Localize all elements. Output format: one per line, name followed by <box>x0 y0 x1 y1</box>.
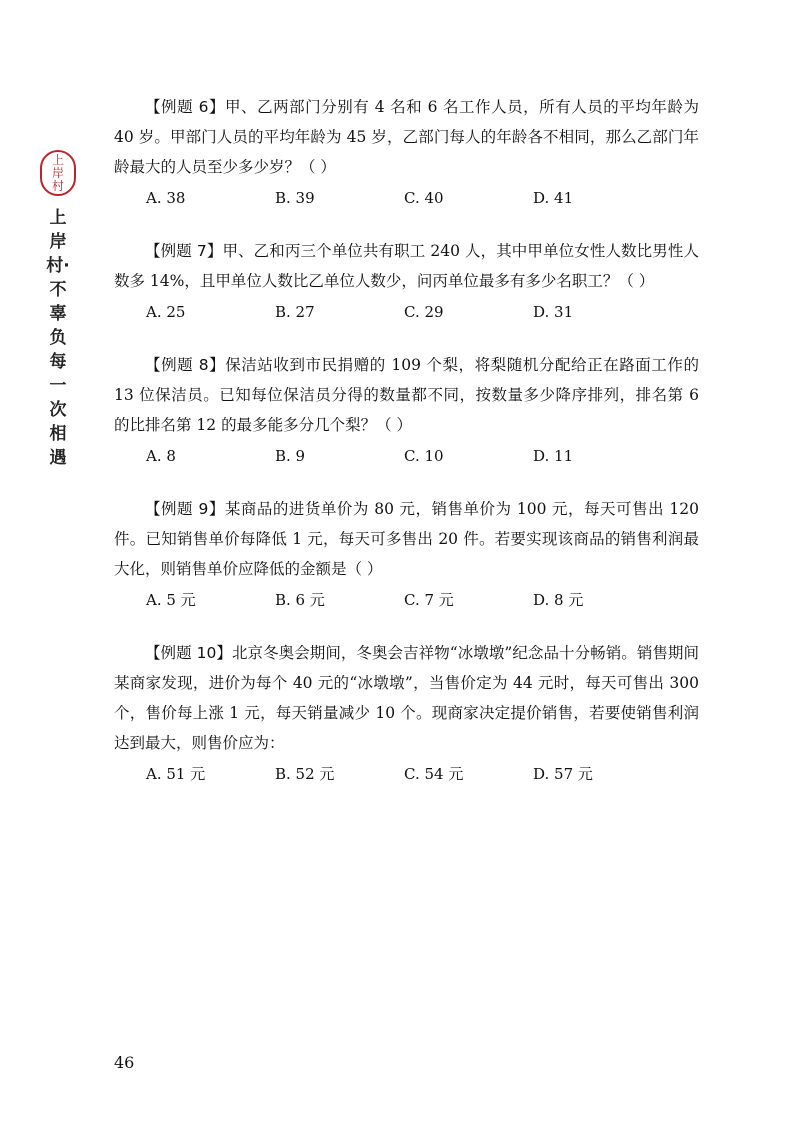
answer-options <box>114 442 699 470</box>
question-item-9 <box>114 494 699 614</box>
answer-options <box>114 298 699 326</box>
question-stem <box>114 494 699 584</box>
option-c: C. 7 元 <box>404 591 454 609</box>
answer-options <box>114 586 699 614</box>
option-d: D. 8 元 <box>533 591 584 609</box>
question-item-7 <box>114 236 699 326</box>
option-a: A. 8 <box>146 447 176 465</box>
question-list <box>114 92 699 812</box>
option-a: A. 25 <box>146 303 186 321</box>
option-b: B. 6 元 <box>275 591 325 609</box>
question-stem <box>114 638 699 758</box>
question-item-10 <box>114 638 699 788</box>
question-item-8 <box>114 350 699 470</box>
question-text: 北京冬奥会期间，冬奥会吉祥物“冰墩墩”纪念品十分畅销。销售期间某商家发现，进价为每个 40 元的“冰墩墩”，当售价定为 44 元时，每天可售出 300 个，售价每上涨 1 元，每天销量减少 10 个。现商家决定提价销售，若要使销售利润达到最大，则售价应为： <box>114 644 699 752</box>
option-b: B. 9 <box>275 447 306 465</box>
option-b: B. 27 <box>275 303 315 321</box>
option-c: C. 40 <box>404 189 444 207</box>
option-d: D. 31 <box>533 303 574 321</box>
option-a: A. 5 元 <box>146 591 196 609</box>
question-tag: 【例题 9】 <box>145 500 225 518</box>
answer-options <box>114 184 699 212</box>
brand-strip <box>36 150 80 470</box>
seal-char: 上 <box>51 152 64 167</box>
question-stem <box>114 236 699 296</box>
question-text: 某商品的进货单价为 80 元，销售单价为 100 元，每天可售出 120 件。已知销售单价每降低 1 元，每天可多售出 20 件。若要实现该商品的销售利润最大化，则销售单价应降低的金额是（ ） <box>114 500 699 578</box>
seal-char: 岸 <box>51 165 64 180</box>
page-number: 46 <box>114 1053 135 1072</box>
option-c: C. 29 <box>404 303 444 321</box>
option-a: A. 38 <box>146 189 186 207</box>
brand-seal-logo <box>40 150 76 196</box>
question-tag: 【例题 6】 <box>145 98 225 116</box>
question-tag: 【例题 8】 <box>145 356 226 374</box>
option-b: B. 52 元 <box>275 765 335 783</box>
option-c: C. 10 <box>404 447 444 465</box>
question-text: 甲、乙两部门分别有 4 名和 6 名工作人员，所有人员的平均年龄为 40 岁。甲部门人员的平均年龄为 45 岁，乙部门每人的年龄各不相同，那么乙部门年龄最大的人员至少多少岁？（ ） <box>114 98 699 176</box>
option-a: A. 51 元 <box>146 765 206 783</box>
question-item-6 <box>114 92 699 212</box>
seal-char: 村 <box>51 178 64 193</box>
question-stem <box>114 350 699 440</box>
question-stem <box>114 92 699 182</box>
option-d: D. 41 <box>533 189 574 207</box>
brand-slogan: 上岸村·不辜负每一次相遇 <box>46 208 70 468</box>
option-d: D. 57 元 <box>533 765 593 783</box>
option-c: C. 54 元 <box>404 765 464 783</box>
option-d: D. 11 <box>533 447 574 465</box>
question-text: 保洁站收到市民捐赠的 109 个梨，将梨随机分配给正在路面工作的 13 位保洁员。已知每位保洁员分得的数量都不同，按数量多少降序排列，排名第 6 的比排名第 12 的最多能多分几个梨？（ ） <box>114 356 699 434</box>
question-tag: 【例题 10】 <box>145 644 232 662</box>
question-tag: 【例题 7】 <box>145 242 223 260</box>
option-b: B. 39 <box>275 189 315 207</box>
question-text: 甲、乙和丙三个单位共有职工 240 人，其中甲单位女性人数比男性人数多 14%，且甲单位人数比乙单位人数少，问丙单位最多有多少名职工？（ ） <box>114 242 699 290</box>
answer-options <box>114 760 699 788</box>
